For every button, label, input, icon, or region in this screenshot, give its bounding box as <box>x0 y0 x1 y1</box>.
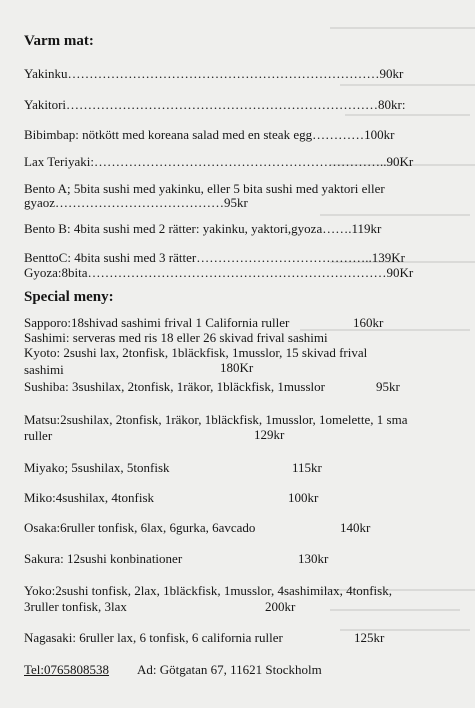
special-item-sashimi-price: 180Kr <box>220 360 254 375</box>
menu-item-bento-a: Bento A; 5bita sushi med yakinku, eller 5 bita sushi med yaktori eller <box>24 181 385 196</box>
special-item-sapporo <box>24 315 384 331</box>
phone-number: Tel:0765808538 <box>24 662 110 677</box>
special-item-kyoto: Kyoto: 2sushi lax, 2tonfisk, 1bläckfisk, 1musslor, 15 skivad frival <box>24 345 368 360</box>
special-item-sakura <box>24 551 329 567</box>
menu-item-yakinku: Yakinku………………………………………………………………90kr <box>24 66 404 81</box>
special-item-sakura-price: 130kr <box>298 551 329 566</box>
menu-item-bento-a-cont: gyaoz…………………………………95kr <box>24 195 248 210</box>
special-item-yoko: Yoko:2sushi tonfisk, 2lax, 1bläckfisk, 1musslor, 4sashimilax, 4tonfisk, <box>24 583 392 598</box>
special-item-matsu-price: 129kr <box>254 427 285 442</box>
contact-line <box>24 662 322 678</box>
menu-item-bento-b: Bento B: 4bita sushi med 2 rätter: yakinku, yaktori,gyoza…….119kr <box>24 221 382 236</box>
varm-mat-heading: Varm mat: <box>24 33 94 49</box>
special-item-sakura-desc: Sakura: 12sushi konbinationer <box>24 551 183 566</box>
special-item-osaka-desc: Osaka:6ruller tonfisk, 6lax, 6gurka, 6avcado <box>24 520 256 535</box>
special-item-kyoto-cont: sashimi <box>24 362 64 377</box>
special-item-osaka <box>24 520 371 536</box>
special-item-sushiba-price: 95kr <box>376 379 400 394</box>
menu-item-lax-teriyaki: Lax Teriyaki:…………………………………………………………..90Kr <box>24 154 414 169</box>
special-item-osaka-price: 140kr <box>340 520 371 535</box>
special-item-matsu-cont: ruller <box>24 428 53 443</box>
special-item-yoko-cont: 3ruller tonfisk, 3lax <box>24 599 127 614</box>
special-item-miko-desc: Miko:4sushilax, 4tonfisk <box>24 490 155 505</box>
special-meny-heading: Special meny: <box>24 289 114 305</box>
special-item-miko <box>24 490 319 506</box>
special-item-matsu: Matsu:2sushilax, 2tonfisk, 1räkor, 1bläckfisk, 1musslor, 1omelette, 1 sma <box>24 412 408 427</box>
special-item-miyako <box>24 460 322 476</box>
address: Ad: Götgatan 67, 11621 Stockholm <box>137 662 322 677</box>
special-item-sushiba-desc: Sushiba: 3sushilax, 2tonfisk, 1räkor, 1bläckfisk, 1musslor <box>24 379 325 394</box>
special-item-sushiba <box>24 379 400 395</box>
special-item-miko-price: 100kr <box>288 490 319 505</box>
special-item-sashimi: Sashimi: serveras med ris 18 eller 26 skivad frival sashimi <box>24 330 328 345</box>
special-item-sapporo-desc: Sapporo:18shivad sashimi frival 1 California ruller <box>24 315 290 330</box>
menu-item-gyoza: Gyoza:8bita……………………………………………………………90Kr <box>24 265 414 280</box>
menu-item-bento-c: BenttoC: 4bita sushi med 3 rätter…………………………………..139Kr <box>24 250 405 265</box>
menu-item-yakitori: Yakitori………………………………………………………………80kr: <box>24 97 406 112</box>
special-item-nagasaki-price: 125kr <box>354 630 385 645</box>
special-item-yoko-price: 200kr <box>265 599 296 614</box>
special-item-miyako-price: 115kr <box>292 460 322 475</box>
special-item-sapporo-price: 160kr <box>353 315 384 330</box>
menu-item-bibimbap: Bibimbap: nötkött med koreana salad med en steak egg…………100kr <box>24 127 395 142</box>
special-item-nagasaki-desc: Nagasaki: 6ruller lax, 6 tonfisk, 6 california ruller <box>24 630 283 645</box>
special-item-miyako-desc: Miyako; 5sushilax, 5tonfisk <box>24 460 170 475</box>
special-item-nagasaki <box>24 630 385 646</box>
